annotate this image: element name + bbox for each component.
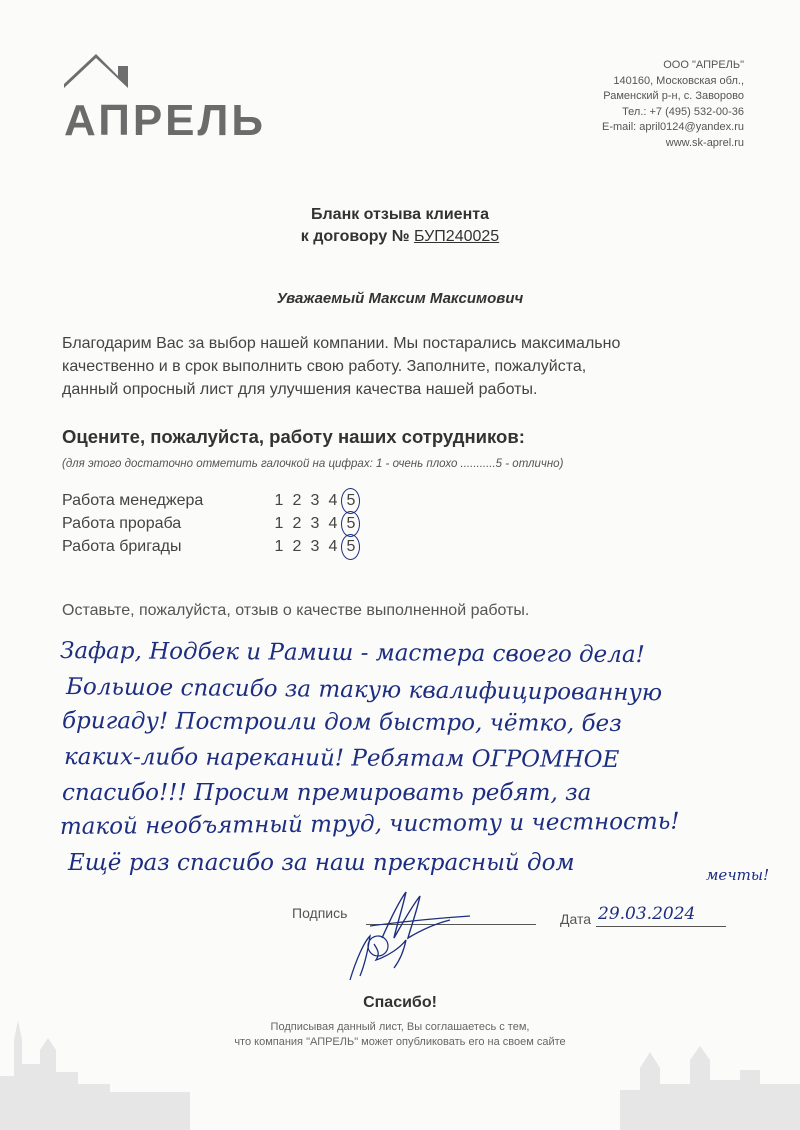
contract-number: БУП240025 bbox=[414, 228, 500, 245]
rating-label: Работа менеджера bbox=[62, 492, 204, 509]
rating-option-2[interactable]: 2 bbox=[292, 492, 302, 509]
feedback-line: спасибо!!! Просим премировать ребят, за bbox=[62, 780, 592, 806]
company-info bbox=[602, 58, 744, 152]
rating-option-1[interactable]: 1 bbox=[274, 515, 284, 532]
rating-option-3[interactable]: 3 bbox=[310, 492, 320, 509]
thanks-text: Спасибо! bbox=[363, 994, 437, 1011]
rating-option-5-selected[interactable]: 5 bbox=[342, 515, 360, 533]
rating-option-2[interactable]: 2 bbox=[292, 538, 302, 555]
rating-label: Работа бригады bbox=[62, 538, 182, 555]
handwritten-signature-icon bbox=[330, 880, 480, 990]
feedback-line: Зафар, Нодбек и Рамиш - мастера своего дела! bbox=[59, 638, 645, 669]
feedback-line: бригаду! Построили дом быстро, чётко, без bbox=[61, 708, 622, 737]
date-line bbox=[596, 926, 726, 927]
rating-option-3[interactable]: 3 bbox=[310, 538, 320, 555]
rating-hint: (для этого достаточно отметить галочкой на цифрах: 1 - очень плохо ...........5 - отлично) bbox=[62, 458, 564, 470]
intro-line: данный опросный лист для улучшения качества нашей работы. bbox=[62, 381, 538, 398]
rating-option-4[interactable]: 4 bbox=[328, 492, 338, 509]
feedback-line: Большое спасибо за такую квалифицированную bbox=[65, 674, 663, 707]
rating-label: Работа прораба bbox=[62, 515, 182, 532]
rating-option-4[interactable]: 4 bbox=[328, 515, 338, 532]
rating-option-2[interactable]: 2 bbox=[292, 515, 302, 532]
rating-row-manager bbox=[62, 492, 360, 510]
intro-line: качественно и в срок выполнить свою работу. Заполните, пожалуйста, bbox=[62, 358, 587, 375]
feedback-line: такой необъятный труд, чистоту и честность! bbox=[59, 808, 680, 840]
consent-note bbox=[0, 1020, 800, 1050]
handwritten-feedback[interactable] bbox=[56, 624, 796, 884]
contract-prefix: к договору № bbox=[300, 228, 414, 245]
company-info-line: Раменский р-н, с. Заворово bbox=[603, 90, 744, 103]
intro-text bbox=[62, 332, 752, 401]
rating-option-5-selected[interactable]: 5 bbox=[342, 538, 360, 556]
company-info-line: ООО "АПРЕЛЬ" bbox=[663, 59, 744, 71]
rating-row-foreman bbox=[62, 515, 360, 533]
greeting: Уважаемый Максим Максимович bbox=[276, 290, 524, 307]
company-info-line: www.sk-aprel.ru bbox=[665, 136, 744, 149]
rating-option-5-selected[interactable]: 5 bbox=[342, 492, 360, 510]
rating-heading: Оцените, пожалуйста, работу наших сотрудников: bbox=[62, 426, 525, 447]
form-title bbox=[0, 204, 800, 248]
date-label: Дата bbox=[560, 911, 592, 927]
consent-line: Подписывая данный лист, Вы соглашаетесь с тем, bbox=[270, 1021, 530, 1033]
rating-option-1[interactable]: 1 bbox=[274, 492, 284, 509]
date-value[interactable]: 29.03.2024 bbox=[598, 904, 696, 924]
feedback-line: каких-либо нареканий! Ребятам ОГРОМНОЕ bbox=[63, 744, 620, 773]
logo-roof-icon bbox=[62, 52, 132, 94]
intro-line: Благодарим Вас за выбор нашей компании. Мы постарались максимально bbox=[62, 335, 621, 352]
form-title-line1: Бланк отзыва клиента bbox=[311, 206, 489, 223]
consent-line: что компания "АПРЕЛЬ" может опубликовать его на своем сайте bbox=[234, 1036, 566, 1048]
company-info-line: 140160, Московская обл., bbox=[613, 74, 744, 87]
rating-option-3[interactable]: 3 bbox=[310, 515, 320, 532]
rating-option-4[interactable]: 4 bbox=[328, 538, 338, 555]
rating-option-1[interactable]: 1 bbox=[274, 538, 284, 555]
company-info-line: E-mail: april0124@yandex.ru bbox=[601, 121, 744, 134]
feedback-prompt: Оставьте, пожалуйста, отзыв о качестве выполненной работы. bbox=[62, 602, 530, 619]
feedback-line: Ещё раз спасибо за наш прекрасный дом bbox=[68, 850, 575, 876]
rating-row-crew bbox=[62, 538, 360, 556]
signature-label: Подпись bbox=[292, 905, 348, 921]
company-info-line: Тел.: +7 (495) 532-00-36 bbox=[622, 105, 744, 118]
feedback-line: мечты! bbox=[706, 866, 770, 884]
form-title-line2 bbox=[0, 226, 800, 248]
company-logo: АПРЕЛЬ bbox=[64, 96, 267, 145]
